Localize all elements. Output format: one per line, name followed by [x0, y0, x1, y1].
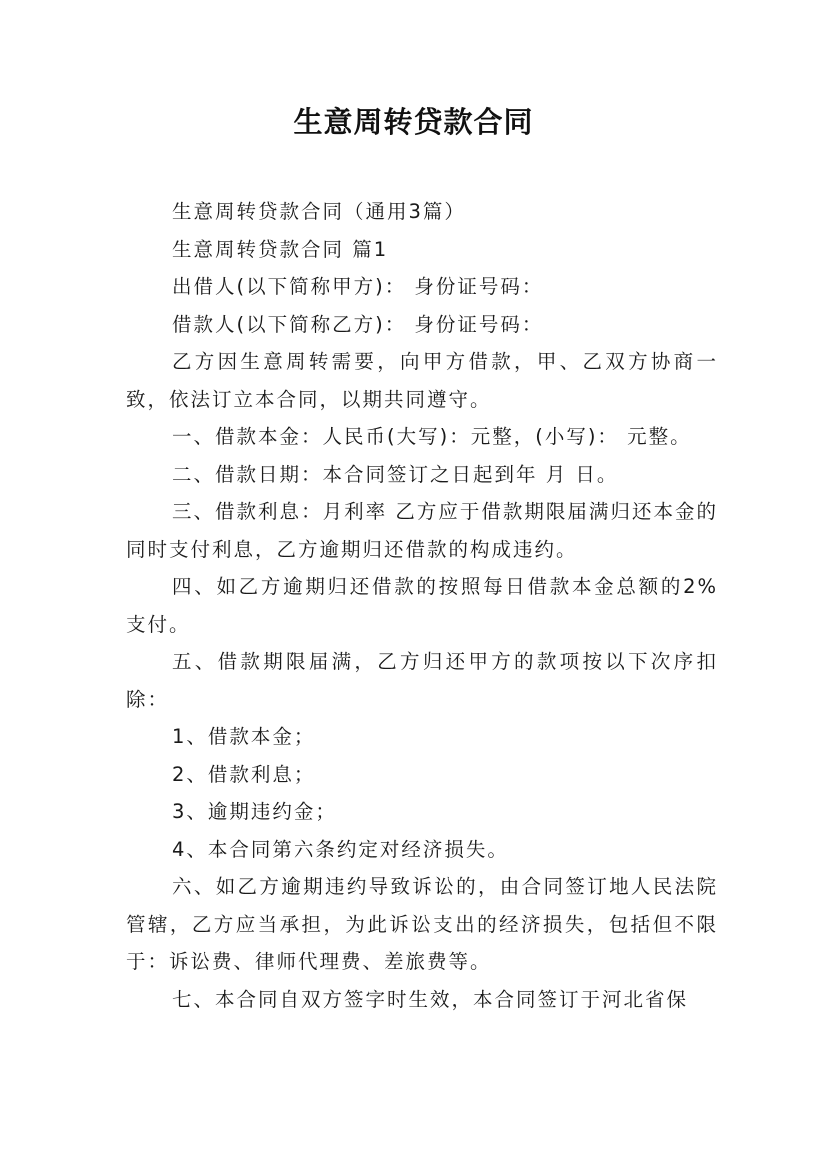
paragraph-clause-2: 二、借款日期：本合同签订之日起到年 月 日。 — [172, 462, 619, 486]
list-item: 3、逾期违约金； — [172, 800, 337, 823]
paragraph-clause-1: 一、借款本金：人民币(大写)：元整，(小写)： 元整。 — [172, 425, 692, 448]
document-body — [126, 193, 718, 1018]
paragraph-clause-6: 六、如乙方逾期违约导致诉讼的，由合同签订地人民法院管辖，乙方应当承担，为此诉讼支出的经济损失，包括但不限于：诉讼费、律师代理费、差旅费等。 — [126, 875, 718, 973]
paragraph-preamble: 乙方因生意周转需要，向甲方借款，甲、乙双方协商一致，依法订立本合同，以期共同遵守。 — [126, 350, 718, 411]
paragraph-borrower: 借款人(以下简称乙方)： 身份证号码： — [172, 312, 544, 336]
list-item: 2、借款利息； — [172, 762, 316, 786]
list-item: 4、本合同第六条约定对经济损失。 — [172, 837, 509, 861]
paragraph-subtitle: 生意周转贷款合同（通用3篇） — [172, 200, 466, 223]
paragraph-clause-4: 四、如乙方逾期归还借款的按照每日借款本金总额的2%支付。 — [126, 575, 718, 636]
document-title: 生意周转贷款合同 — [293, 105, 534, 139]
paragraph-section-heading: 生意周转贷款合同 篇1 — [172, 237, 389, 261]
paragraph-clause-5: 五、借款期限届满，乙方归还甲方的款项按以下次序扣除： — [126, 650, 718, 711]
paragraph-clause-7: 七、本合同自双方签字时生效，本合同签订于河北省保 — [172, 987, 689, 1011]
list-item: 1、借款本金； — [172, 725, 316, 748]
paragraph-clause-3: 三、借款利息：月利率 乙方应于借款期限届满归还本金的同时支付利息，乙方逾期归还借款的构成违约。 — [126, 500, 718, 561]
paragraph-lender: 出借人(以下简称甲方)： 身份证号码： — [172, 275, 544, 298]
